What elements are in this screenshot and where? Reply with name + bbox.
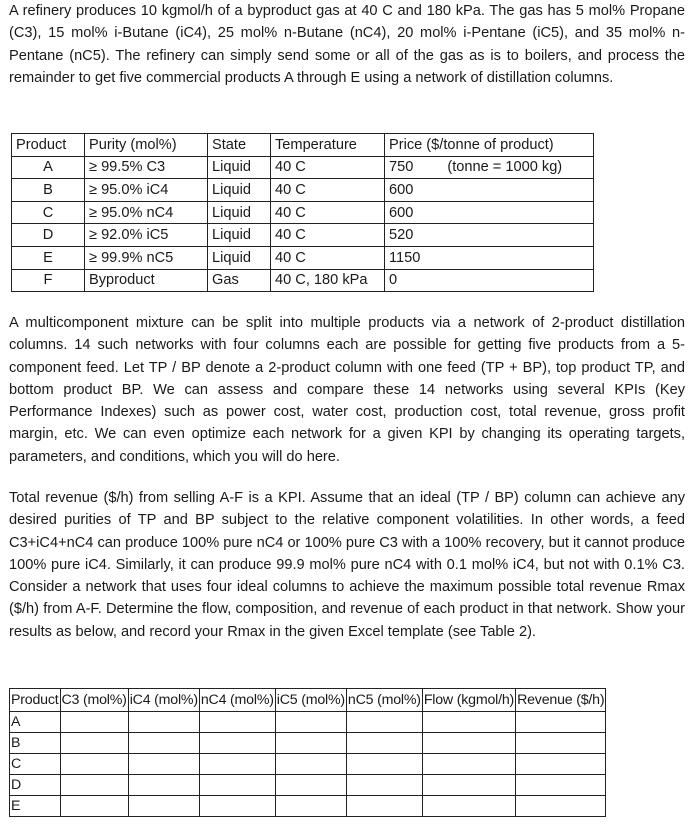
purity-cell: ≥ 95.0% nC4 [85, 201, 208, 224]
header-product: Product [10, 689, 61, 712]
revenue-cell [516, 775, 606, 796]
ic4-cell [128, 754, 199, 775]
revenue-cell [516, 754, 606, 775]
state-cell: Liquid [208, 224, 271, 247]
product-cell: D [10, 775, 61, 796]
nc4-cell [199, 754, 275, 775]
header-c3: C3 (mol%) [60, 689, 128, 712]
product-cell: C [12, 201, 85, 224]
table-row [12, 269, 594, 292]
table-row [10, 775, 606, 796]
nc5-cell [346, 754, 422, 775]
product-cell: A [10, 712, 61, 733]
revenue-cell [516, 712, 606, 733]
price-note: (tonne = 1000 kg) [447, 159, 563, 176]
nc4-cell [199, 712, 275, 733]
temperature-cell: 40 C [271, 179, 385, 202]
purity-cell: ≥ 92.0% iC5 [85, 224, 208, 247]
price-cell: 1150 [385, 246, 594, 269]
product-cell: E [10, 796, 61, 817]
results-table [9, 688, 606, 817]
price-cell [385, 156, 594, 179]
table-row [12, 179, 594, 202]
temperature-cell: 40 C [271, 246, 385, 269]
products-table [11, 133, 594, 292]
header-ic5: iC5 (mol%) [275, 689, 346, 712]
ic5-cell [275, 796, 346, 817]
state-cell: Liquid [208, 246, 271, 269]
header-flow: Flow (kgmol/h) [422, 689, 515, 712]
price-value: 750 [389, 159, 414, 176]
ic4-cell [128, 733, 199, 754]
table-row [12, 246, 594, 269]
temperature-cell: 40 C, 180 kPa [271, 269, 385, 292]
ic4-cell [128, 775, 199, 796]
price-cell: 520 [385, 224, 594, 247]
product-cell: D [12, 224, 85, 247]
temperature-cell: 40 C [271, 156, 385, 179]
table-row [10, 754, 606, 775]
flow-cell [422, 775, 515, 796]
c3-cell [60, 733, 128, 754]
ic5-cell [275, 712, 346, 733]
table-row [10, 733, 606, 754]
nc5-cell [346, 712, 422, 733]
product-cell: A [12, 156, 85, 179]
product-cell: F [12, 269, 85, 292]
table-row [12, 156, 594, 179]
state-cell: Liquid [208, 156, 271, 179]
nc5-cell [346, 775, 422, 796]
temperature-cell: 40 C [271, 201, 385, 224]
table-row [12, 201, 594, 224]
header-product: Product [12, 134, 85, 157]
ic5-cell [275, 754, 346, 775]
state-cell: Liquid [208, 179, 271, 202]
table-row [10, 712, 606, 733]
product-cell: B [10, 733, 61, 754]
ic5-cell [275, 775, 346, 796]
price-cell: 600 [385, 201, 594, 224]
ic5-cell [275, 733, 346, 754]
networks-paragraph: A multicomponent mixture can be split into multiple products via a network of 2-product distillation columns. 14 such networks with four columns each are possible for getting five products from a 5-component feed. Let TP / BP denote a 2-product column with one feed (TP + BP), top product TP, and bottom product BP. We can assess and compare these 14 networks using several KPIs (Key Performance Indexes) such as power cost, water cost, production cost, total revenue, gross profit margin, etc. We can even optimize each network for a given KPI by changing its operating targets, parameters, and conditions, which you will do here. [9, 315, 685, 465]
purity-cell: ≥ 95.0% iC4 [85, 179, 208, 202]
flow-cell [422, 712, 515, 733]
product-cell: C [10, 754, 61, 775]
flow-cell [422, 754, 515, 775]
temperature-cell: 40 C [271, 224, 385, 247]
c3-cell [60, 796, 128, 817]
revenue-cell [516, 733, 606, 754]
flow-cell [422, 796, 515, 817]
header-state: State [208, 134, 271, 157]
purity-cell: ≥ 99.9% nC5 [85, 246, 208, 269]
flow-cell [422, 733, 515, 754]
purity-cell: ≥ 99.5% C3 [85, 156, 208, 179]
ic4-cell [128, 712, 199, 733]
product-cell: B [12, 179, 85, 202]
price-cell: 0 [385, 269, 594, 292]
results-table-header-row [10, 689, 606, 712]
revenue-paragraph: Total revenue ($/h) from selling A-F is a KPI. Assume that an ideal (TP / BP) column can achieve any desired purities of TP and BP subject to the relative component volatilities. In other words, a feed C3+iC4+nC4 can produce 100% pure nC4 or 100% pure C3 with a 100% recovery, but it cannot produce 100% pure iC4. Similarly, it can produce 99.9 mol% pure nC4 with 0.1 mol% iC4, but not with 0.1% C3. Consider a network that uses four ideal columns to achieve the maximum possible total revenue Rmax ($/h) from A-F. Determine the flow, composition, and revenue of each product in that network. Show your results as below, and record your Rmax in the given Excel template (see Table 2). [9, 490, 685, 640]
revenue-cell [516, 796, 606, 817]
c3-cell [60, 712, 128, 733]
c3-cell [60, 754, 128, 775]
intro-paragraph: A refinery produces 10 kgmol/h of a byproduct gas at 40 C and 180 kPa. The gas has 5 mol% Propane (C3), 15 mol% i-Butane (iC4), 25 mol% n-Butane (nC4), 20 mol% i-Pentane (iC5), and 35 mol% n-Pentane (nC5). The refinery can simply send some or all of the gas as is to boilers, and process the remainder to get five commercial products A through E using a network of distillation columns. [9, 3, 685, 86]
table-row [12, 224, 594, 247]
state-cell: Gas [208, 269, 271, 292]
purity-cell: Byproduct [85, 269, 208, 292]
nc4-cell [199, 775, 275, 796]
header-price: Price ($/tonne of product) [385, 134, 594, 157]
header-ic4: iC4 (mol%) [128, 689, 199, 712]
c3-cell [60, 775, 128, 796]
header-purity: Purity (mol%) [85, 134, 208, 157]
price-cell: 600 [385, 179, 594, 202]
nc4-cell [199, 733, 275, 754]
header-revenue: Revenue ($/h) [516, 689, 606, 712]
product-cell: E [12, 246, 85, 269]
nc5-cell [346, 733, 422, 754]
ic4-cell [128, 796, 199, 817]
state-cell: Liquid [208, 201, 271, 224]
header-temperature: Temperature [271, 134, 385, 157]
header-nc5: nC5 (mol%) [346, 689, 422, 712]
header-nc4: nC4 (mol%) [199, 689, 275, 712]
table-row [10, 796, 606, 817]
products-table-header-row [12, 134, 594, 157]
nc4-cell [199, 796, 275, 817]
nc5-cell [346, 796, 422, 817]
